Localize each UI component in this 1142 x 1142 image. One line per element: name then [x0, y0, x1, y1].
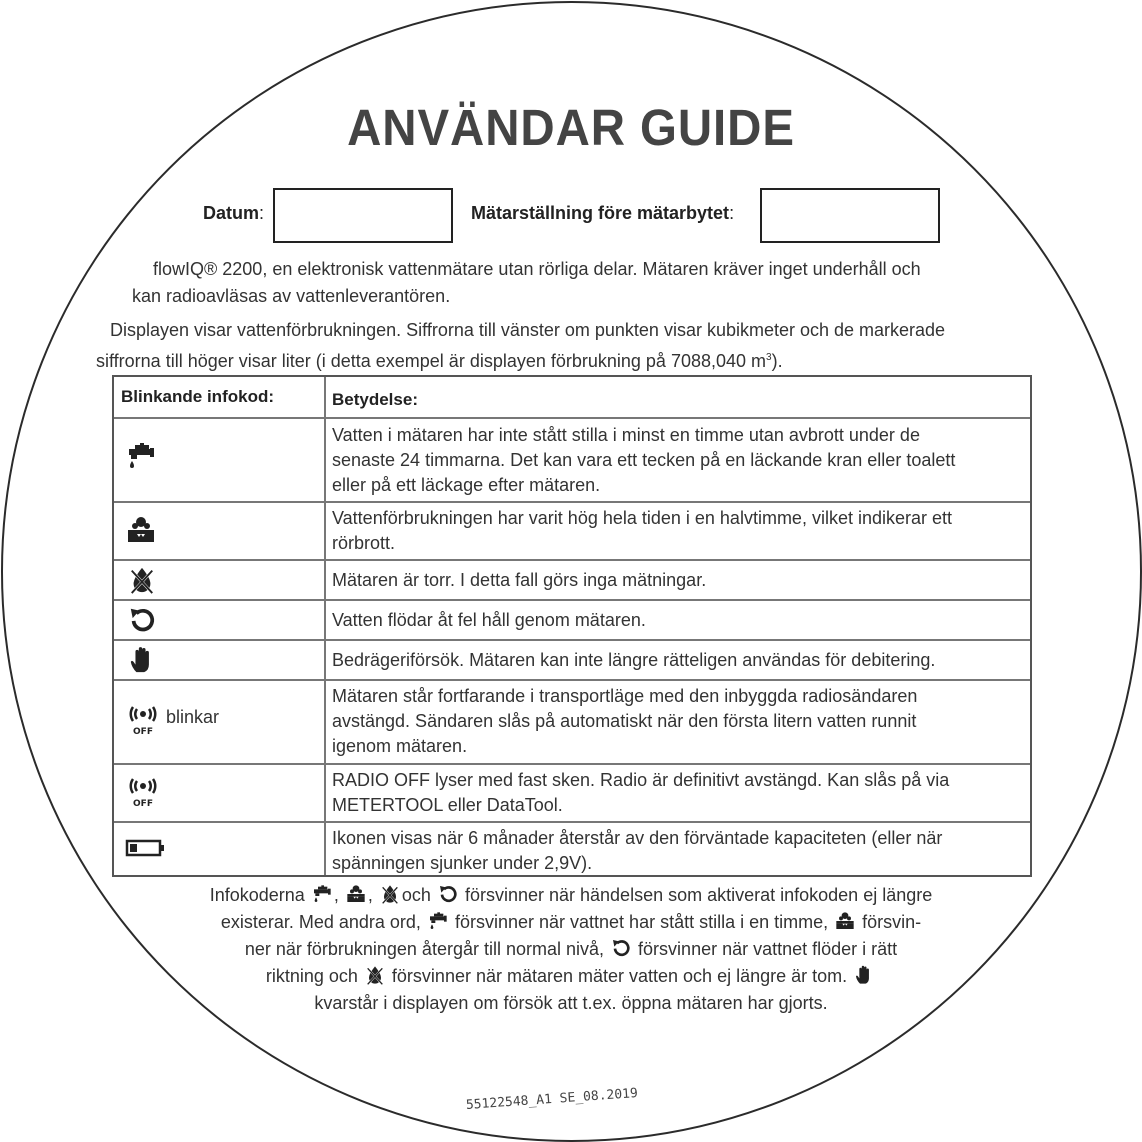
meter-reading-field[interactable]	[760, 188, 940, 243]
table-row	[114, 763, 1030, 821]
row-meaning-line: Vattenförbrukningen har varit hög hela tiden i en halvtimme, vilket indikerar ett	[332, 508, 952, 528]
tamper-hand-icon	[854, 965, 874, 985]
row-meaning-line: rörbrott.	[332, 533, 396, 553]
row-meaning-line: Mätaren är torr. I detta fall görs inga mätningar.	[332, 570, 707, 590]
reverse-flow-icon	[611, 938, 631, 958]
page-title: ANVÄNDAR GUIDE	[347, 99, 795, 156]
radio-off-icon	[128, 705, 158, 735]
table-row	[114, 679, 1030, 763]
row-meaning-line: eller på ett läckage efter mätaren.	[332, 475, 601, 495]
table-row	[114, 639, 1030, 679]
row-meaning-line: METERTOOL eller DataTool.	[332, 795, 563, 815]
row-meaning-line: senaste 24 timmarna. Det kan vara ett tecken på en läckande kran eller toalett	[332, 450, 956, 470]
row-meaning-line: igenom mätaren.	[332, 736, 468, 756]
radio-off-icon	[128, 777, 158, 807]
row-meaning-line: Ikonen visas när 6 månader återstår av den förväntade kapaciteten (eller när	[332, 828, 943, 848]
intro-line-1: flowIQ® 2200, en elektronisk vattenmätare utan rörliga delar. Mätaren kräver inget underhåll och	[153, 259, 921, 279]
table-row	[114, 599, 1030, 639]
row-meaning-line: spänningen sjunker under 2,9V).	[332, 853, 593, 873]
dry-icon	[380, 884, 400, 904]
header-meaning: Betydelse:	[332, 390, 418, 409]
info-code-table	[112, 375, 1032, 877]
row-meaning-line: RADIO OFF lyser med fast sken. Radio är definitivt avstängd. Kan slås på via	[332, 770, 950, 790]
intro-line-3: Displayen visar vattenförbrukningen. Siffrorna till vänster om punkten visar kubikmeter och de markerade	[110, 320, 946, 340]
meter-reading-label: Mätarställning före mätarbytet:	[471, 203, 735, 223]
leak-tap-icon	[126, 441, 156, 471]
dry-icon	[128, 566, 156, 594]
row-meaning-line: Bedrägeriförsök. Mätaren kan inte längre rätteligen användas för debitering.	[332, 650, 936, 670]
header-code: Blinkande infokod:	[121, 387, 274, 406]
leak-tap-icon	[312, 884, 332, 904]
row-meaning-line: avstängd. Sändaren slås på automatiskt när den första litern vatten runnit	[332, 711, 917, 731]
battery-low-icon	[124, 833, 166, 863]
burst-pipe-icon	[346, 884, 366, 904]
leak-tap-icon	[428, 911, 448, 931]
date-field[interactable]	[273, 188, 453, 243]
date-label: Datum:	[203, 203, 265, 223]
intro-line-4: siffrorna till höger visar liter (i detta exempel är displayen förbrukning på 7088,040 $m^3$).	[96, 351, 783, 371]
footer-text: Infokoderna , , och försvinner när händelsen som aktiverat infokoden ej längre existerar. Med andra ord, försvinner när vattnet har stått stilla i en timme, försvin- ner när förbrukningen återgår till normal nivå, försvinner när vattnet flöder i rätt riktning och försvinner när mätaren mäter vatten och ej längre är tom. kvarstår i displayen om försök att t.ex. öppna mätaren har gjorts.	[209, 885, 933, 1013]
dry-icon	[365, 965, 385, 985]
intro-line-2: kan radioavläsas av vattenleverantören.	[132, 286, 451, 306]
table-row	[114, 501, 1030, 559]
row-meaning-line: Mätaren står fortfarande i transportläge med den inbyggda radiosändaren	[332, 686, 918, 706]
blinking-label: blinkar	[166, 707, 220, 727]
table-row	[114, 417, 1030, 501]
burst-pipe-icon	[126, 515, 156, 545]
reverse-flow-icon	[438, 884, 458, 904]
table-header-row	[114, 377, 1030, 417]
tamper-hand-icon	[128, 646, 156, 674]
table-row	[114, 821, 1030, 875]
document-code: 55122548_A1 SE_08.2019	[465, 1086, 639, 1113]
burst-pipe-icon	[835, 911, 855, 931]
row-meaning-line: Vatten i mätaren har inte stått stilla i minst en timme utan avbrott under de	[332, 425, 920, 445]
reverse-flow-icon	[128, 606, 156, 634]
row-meaning-line: Vatten flödar åt fel håll genom mätaren.	[332, 610, 646, 630]
table-row	[114, 559, 1030, 599]
